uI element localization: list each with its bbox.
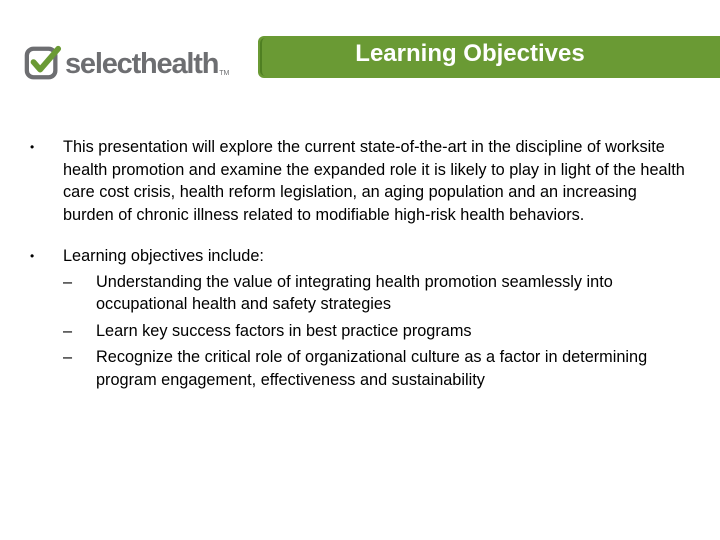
selecthealth-logo <box>24 44 229 82</box>
bullet-content <box>63 245 690 391</box>
sub-bullet-text: Learn key success factors in best practice programs <box>96 321 472 340</box>
checkmark-logo-icon <box>24 44 62 82</box>
sub-bullet-text: Recognize the critical role of organizational culture as a factor in determining program engagement, effectiveness and sustainability <box>96 348 648 389</box>
bullet-marker: • <box>30 249 35 263</box>
bullet-item <box>30 136 690 226</box>
sub-bullet-marker: – <box>63 321 73 340</box>
sub-bullet-item <box>63 320 690 343</box>
title-banner <box>258 36 720 78</box>
sub-bullet-text: Understanding the value of integrating health promotion seamlessly into occupational health and safety strategies <box>96 272 613 313</box>
logo-wordmark: selecthealth <box>65 47 219 80</box>
slide-title: Learning Objectives <box>355 40 585 67</box>
logo-trademark: TM <box>219 70 230 77</box>
sub-bullet-item <box>63 346 690 391</box>
bullet-item <box>30 245 690 391</box>
sub-bullet-item <box>63 271 690 316</box>
sub-bullet-marker: – <box>63 348 73 366</box>
bullet-text: Learning objectives include: <box>63 247 264 265</box>
bullet-marker: • <box>30 140 35 154</box>
bullet-text: This presentation will explore the current state-of-the-art in the discipline of worksite health promotion and examine the expanded role it is likely to play in light of the health care cost crisis, health reform legislation, an aging population and an increasing burden of chronic illness related to modifiable high-risk health behaviors. <box>63 138 685 224</box>
sub-bullet-marker: – <box>63 272 73 291</box>
slide-body <box>30 136 690 391</box>
